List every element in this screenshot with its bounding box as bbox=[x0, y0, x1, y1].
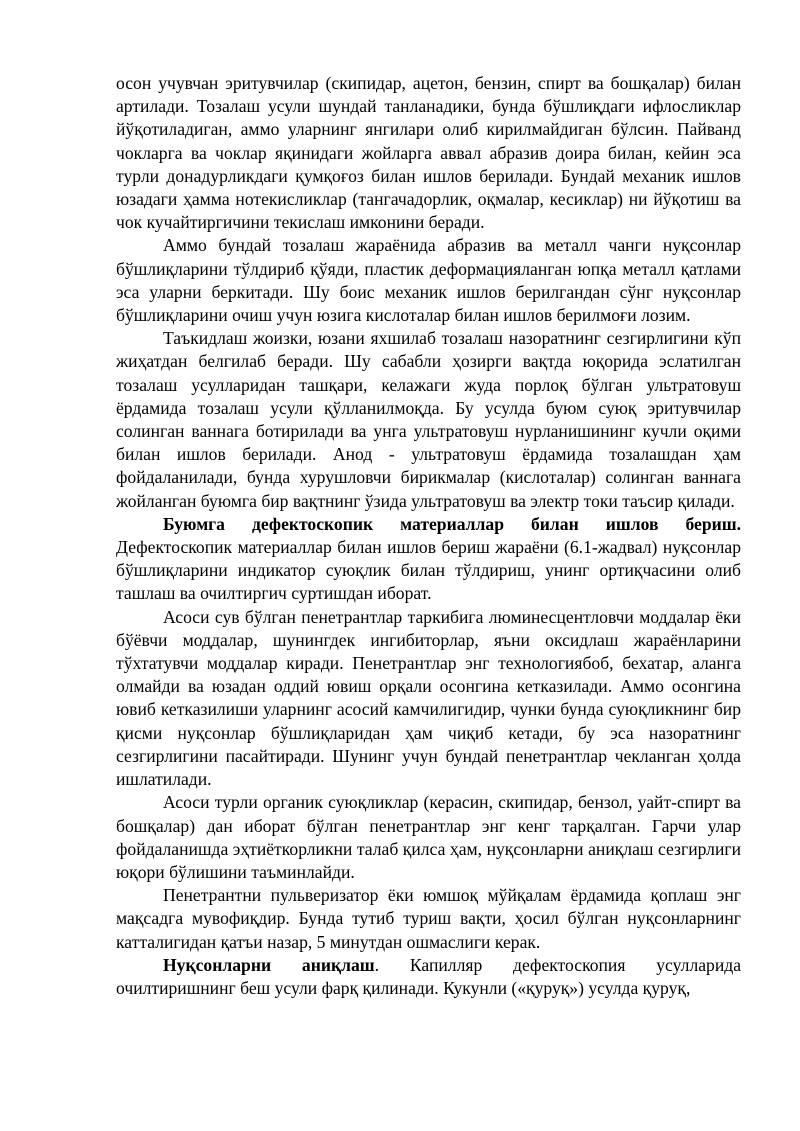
paragraph-ultrasonic-cleaning: Таъкидлаш жоизки, юзани яхшилаб тозалаш назоратнинг сезгирлигини кўп жиҳатдан белгилаб беради. Шу сабабли ҳозирги вақтда юқорида эслатилган тозалаш усулларидан ташқари, келажаги жуда порлоқ бўлган ультратовуш ёрдамида тозалаш усули қўлланилмоқда. Бу усулда буюм суюқ эритувчилар солинган ваннага ботирилади ва унга ультратовуш нурланишининг кучли оқими билан ишлов берилади. Анод - ультратовуш ёрдамида тозалашдан ҳам фойдаланилади, бунда хурушловчи бирикмалар (кислоталар) солинган ваннага жойланган буюмга бир вақтнинг ўзида ультратовуш ва электр токи таъсир қилади. bbox=[116, 328, 741, 511]
paragraph-defectoscopic-materials bbox=[116, 513, 741, 606]
paragraph-abrasive-residue: Аммо бундай тозалаш жараёнида абразив ва металл чанги нуқсонлар бўшлиқларини тўлдириб қўяди, пластик деформацияланган юпқа металл қатлами эса уларни беркитади. Шу боис механик ишлов берилгандан сўнг нуқсонлар бўшлиқларини очиш учун юзига кислоталар билан ишлов берилмоғи лозим. bbox=[116, 235, 741, 326]
paragraph-defectoscopic-materials-body: Дефектоскопик материаллар билан ишлов бериш жараёни (6.1-жадвал) нуқсонлар бўшлиқларини индикатор суюқлик билан тўлдириш, унинг ортиқчасини олиб ташлаш ва очилтиргич суртишдан иборат. bbox=[116, 537, 741, 604]
heading-defect-detection: Нуқсонларни аниқлаш bbox=[163, 954, 375, 975]
paragraph-organic-penetrants: Асоси турли органик суюқликлар (керасин, скипидар, бензол, уайт-спирт ва бошқалар) дан иборат бўлган пенетрантлар энг кенг тарқалган. Гарчи улар фойдаланишда эҳтиёткорликни талаб қилса ҳам, нуқсонларни аниқлаш сезгирлиги юқори бўлишини таъминлайди. bbox=[116, 792, 741, 882]
paragraph-water-penetrants: Асоси сув бўлган пенетрантлар таркибига люминесцентловчи моддалар ёки бўёвчи моддалар, шунингдек ингибиторлар, яъни оксидлаш жараёнларини тўхтатувчи моддалар киради. Пенетрантлар энг технологиябоб, бехатар, алангa олмайди ва юзадан оддий ювиш орқали осонгина кетказилади. Аммо осонгина ювиб кетказилиши уларнинг асосий камчилигидир, чунки бунда суюқликнинг бир қисми нуқсонлар бўшлиқларидан ҳам чиқиб кетади, бу эса назоратнинг сезгирлигини пасайтиради. Шунинг учун бундай пенетрантлар чекланган ҳолда ишлатилади. bbox=[116, 606, 741, 790]
heading-defectoscopic-materials: Буюмга дефектоскопик материаллар билан ишлов бериш. bbox=[163, 513, 741, 534]
document-page bbox=[116, 72, 741, 1000]
paragraph-defect-detection bbox=[116, 954, 741, 1000]
paragraph-penetrant-application: Пенетрантни пульверизатор ёки юмшоқ мўйқалам ёрдамида қоплаш энг мақсадга мувофиқдир. Бунда тутиб туриш вақти, ҳосил бўлган нуқсонларнинг катталигидан қатъи назар, 5 минутдан ошмаслиги керак. bbox=[116, 885, 741, 952]
paragraph-defect-detection-body: . Капилляр дефектоскопия усулларида очилтиришнинг беш усули фарқ қилинади. Кукунли («қуруқ») усулда қуруқ, bbox=[116, 954, 741, 998]
paragraph-surface-cleaning: осон учувчан эритувчилар (скипидар, ацетон, бензин, спирт ва бошқалар) билан артилади. Тозалаш усули шундай танланадики, бунда бўшлиқдаги ифлосликлар йўқотиладиган, аммо уларнинг янгилари олиб кирилмайдиган бўлсин. Пайванд чокларга ва чоклар яқинидаги жойларга аввал абразив доира билан, кейин эса турли донадурликдаги қумқоғоз билан ишлов берилади. Бундай механик ишлов юзадаги ҳамма нотекисликлар (тангачадорлик, оқмалар, кесиклар) ни йўқотиш ва чок кучайтиргичини текислаш имконини беради. bbox=[116, 73, 741, 233]
